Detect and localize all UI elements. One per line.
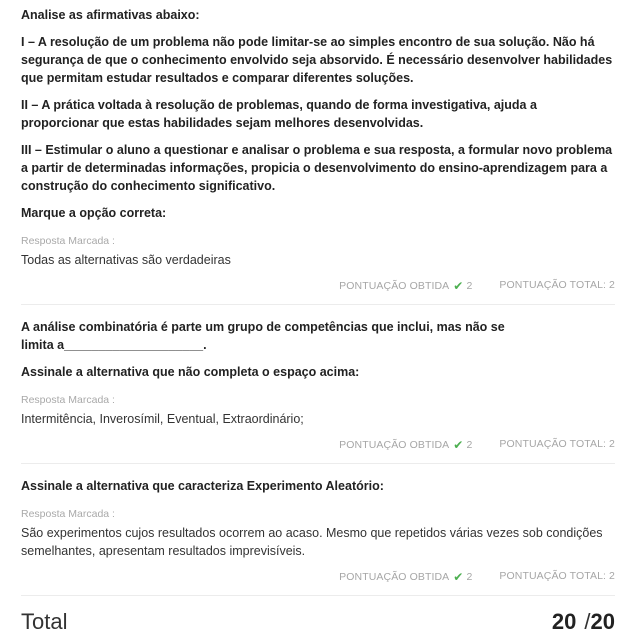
total-separator: / — [584, 609, 591, 634]
check-icon: ✔ — [453, 438, 464, 452]
answer-text: São experimentos cujos resultados ocorrem ao acaso. Mesmo que repetidos várias vezes sob condições semelhantes, apresentam resultados imprevisíveis. — [21, 526, 603, 558]
score-total-label: PONTUAÇÃO TOTAL: — [499, 438, 610, 450]
answer-label: Resposta Marcada : — [21, 394, 115, 406]
score-total-value: 2 — [609, 279, 615, 291]
score-obtained-label: PONTUAÇÃO OBTIDA — [339, 280, 450, 292]
score-obtained-value: 2 — [466, 439, 473, 451]
divider — [21, 304, 615, 305]
total-score — [552, 609, 615, 635]
score-total-value: 2 — [609, 438, 615, 450]
score-obtained — [339, 438, 472, 452]
question-text — [21, 318, 615, 381]
score-total — [499, 438, 615, 452]
question-paragraph: III – Estimular o aluno a questionar e analisar o problema e sua resposta, a formular novo problema a partir de determinadas informações, propicia o desenvolvimento do ensino-aprendizagem para a construção do conhecimento significativo. — [21, 143, 613, 193]
score-obtained-value: 2 — [466, 571, 473, 583]
question-paragraph: Assinale a alternativa que não completa o espaço acima: — [21, 365, 360, 379]
question-block-3 — [21, 477, 615, 584]
question-block-1 — [21, 6, 615, 293]
question-paragraph: A análise combinatória é parte um grupo de competências que inclui, mas não se limita a____________________. — [21, 320, 505, 352]
score-total — [499, 570, 615, 584]
score-obtained — [339, 279, 472, 293]
score-row — [21, 279, 615, 293]
question-paragraph: I – A resolução de um problema não pode limitar-se ao simples encontro de sua solução. Não há segurança de que o conhecimento envolvido seja absorvido. É necessário desenvolver habilidades que permitam estudar resultados e comparar diferentes soluções. — [21, 35, 613, 85]
total-label: Total — [21, 609, 68, 634]
total-obtained: 20 — [551, 609, 577, 634]
question-block-2 — [21, 318, 615, 452]
score-total — [499, 279, 615, 293]
question-paragraph: Assinale a alternativa que caracteriza Experimento Aleatório: — [21, 479, 384, 493]
score-obtained-label: PONTUAÇÃO OBTIDA — [339, 439, 450, 451]
score-row — [21, 570, 615, 584]
score-row — [21, 438, 615, 452]
answer-label: Resposta Marcada : — [21, 508, 115, 520]
score-total-value: 2 — [609, 570, 615, 582]
question-paragraph: II – A prática voltada à resolução de problemas, quando de forma investigativa, ajuda a proporcionar que estas habilidades sejam melhores desenvolvidas. — [21, 98, 537, 130]
question-paragraph: Analise as afirmativas abaixo: — [21, 8, 200, 22]
answer-text: Todas as alternativas são verdadeiras — [21, 253, 231, 267]
check-icon: ✔ — [453, 570, 464, 584]
score-total-label: PONTUAÇÃO TOTAL: — [499, 570, 610, 582]
divider — [21, 595, 615, 596]
answer-label: Resposta Marcada : — [21, 235, 115, 247]
total-row — [21, 609, 615, 635]
check-icon: ✔ — [453, 279, 464, 293]
score-total-label: PONTUAÇÃO TOTAL: — [499, 279, 610, 291]
score-obtained — [339, 570, 472, 584]
score-obtained-label: PONTUAÇÃO OBTIDA — [339, 571, 450, 583]
question-paragraph: Marque a opção correta: — [21, 206, 167, 220]
divider — [21, 463, 615, 464]
answer-text: Intermitência, Inverosímil, Eventual, Extraordinário; — [21, 412, 304, 426]
question-text — [21, 6, 615, 222]
question-text — [21, 477, 615, 495]
total-max: 20 — [590, 609, 615, 634]
score-obtained-value: 2 — [466, 280, 473, 292]
